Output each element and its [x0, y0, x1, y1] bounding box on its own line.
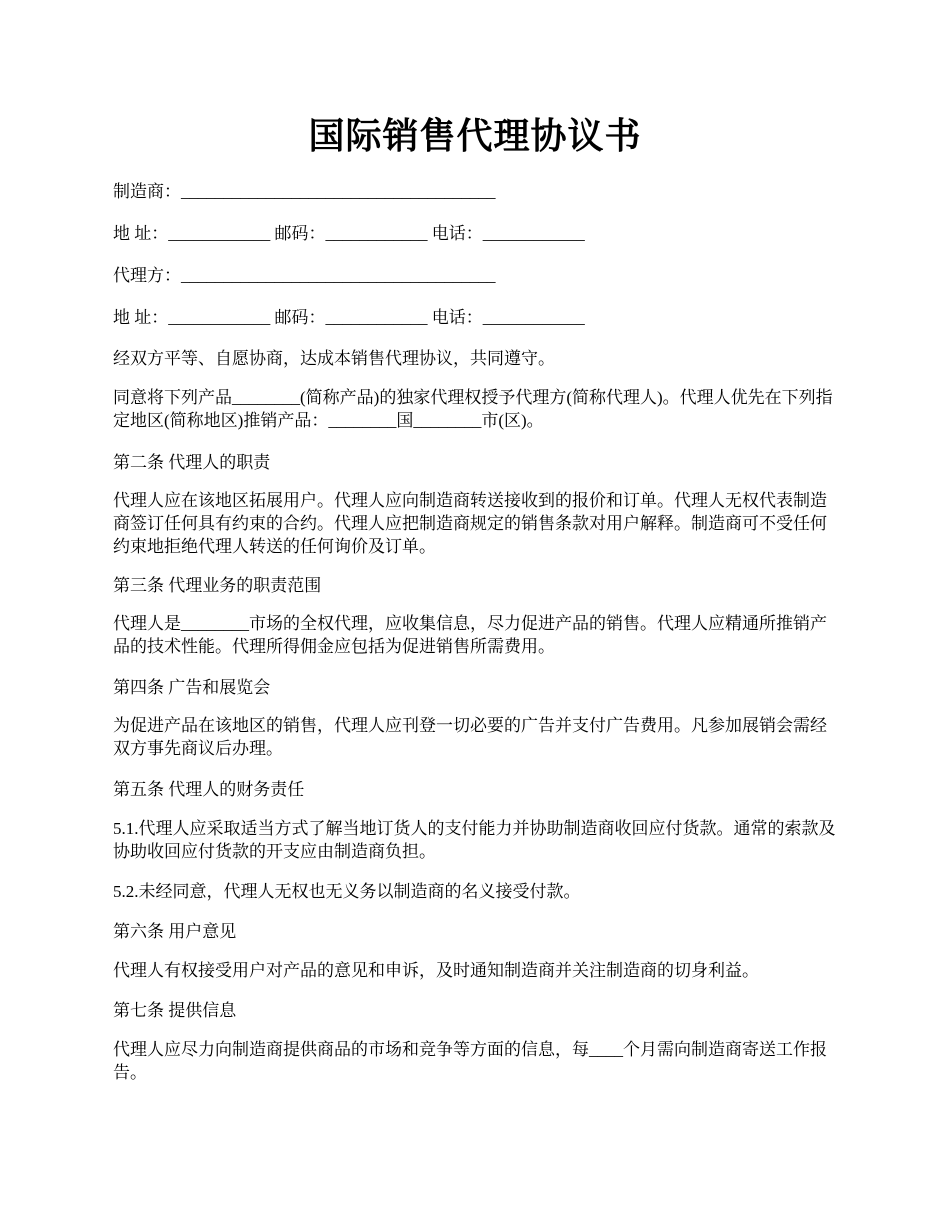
article-5-heading: 第五条 代理人的财务责任 — [113, 780, 305, 799]
manufacturer-address-line: 地 址：____________ 邮码：____________ 电话：____________ — [113, 224, 585, 243]
article-6-body: 代理人有权接受用户对产品的意见和申诉，及时通知制造商并关注制造商的切身利益。 — [113, 961, 759, 980]
article-2-heading: 第二条 代理人的职责 — [113, 453, 271, 472]
manufacturer-line: 制造商：_____________________________________ — [113, 182, 496, 201]
agent-line: 代理方：_____________________________________ — [113, 266, 496, 285]
article-2-body: 代理人应在该地区拓展用户。代理人应向制造商转送接收到的报价和订单。代理人无权代表制造商签订任何具有约束的合约。代理人应把制造商规定的销售条款对用户解释。制造商可不受任何约束地拒绝代理人转送的任何询价及订单。 — [113, 491, 827, 556]
article-7-heading: 第七条 提供信息 — [113, 1001, 237, 1020]
agent-address-line: 地 址：____________ 邮码：____________ 电话：____________ — [113, 308, 585, 327]
grant-paragraph: 同意将下列产品________(简称产品)的独家代理权授予代理方(简称代理人)。代理人优先在下列指定地区(简称地区)推销产品：________国________市(区)。 — [113, 388, 833, 430]
article-4-body: 为促进产品在该地区的销售，代理人应刊登一切必要的广告并支付广告费用。凡参加展销会需经双方事先商议后办理。 — [113, 716, 827, 758]
article-5-2: 5.2.未经同意，代理人无权也无义务以制造商的名义接受付款。 — [113, 882, 581, 901]
article-4-heading: 第四条 广告和展览会 — [113, 678, 271, 697]
article-3-body: 代理人是________市场的全权代理，应收集信息，尽力促进产品的销售。代理人应精通所推销产品的技术性能。代理所得佣金应包括为促进销售所需费用。 — [113, 614, 827, 656]
article-3-heading: 第三条 代理业务的职责范围 — [113, 576, 322, 595]
article-7-body: 代理人应尽力向制造商提供商品的市场和竞争等方面的信息，每____个月需向制造商寄送工作报告。 — [113, 1040, 827, 1082]
document-title: 国际销售代理协议书 — [308, 116, 642, 156]
article-5-1: 5.1.代理人应采取适当方式了解当地订货人的支付能力并协助制造商收回应付货款。通常的索款及协助收回应付货款的开支应由制造商负担。 — [113, 819, 836, 861]
intro-paragraph: 经双方平等、自愿协商，达成本销售代理协议，共同遵守。 — [113, 349, 555, 368]
article-6-heading: 第六条 用户意见 — [113, 922, 237, 941]
